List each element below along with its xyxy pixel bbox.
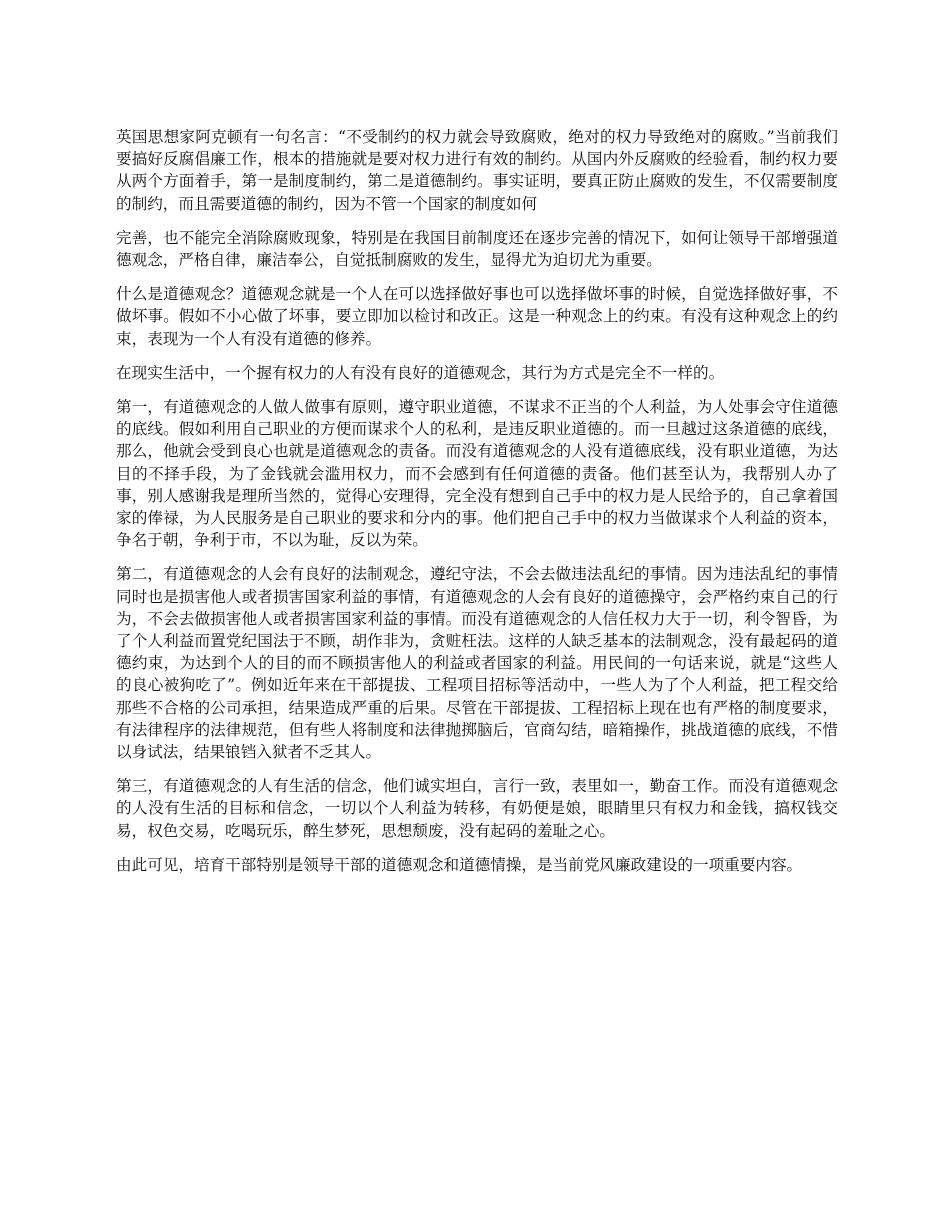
document-body — [116, 126, 838, 888]
paragraph-7: 第三，有道德观念的人有生活的信念，他们诚实坦白，言行一致，表里如一，勤奋工作。而没有道德观念的人没有生活的目标和信念，一切以个人利益为转移，有奶便是娘，眼睛里只有权力和金钱，搞权钱交易，权色交易，吃喝玩乐，醉生梦死，思想颓废，没有起码的羞耻之心。 — [116, 777, 838, 840]
paragraph-5: 第一，有道德观念的人做人做事有原则，遵守职业道德，不谋求不正当的个人利益，为人处事会守住道德的底线。假如利用自己职业的方便而谋求个人的私利，是违反职业道德的。而一旦越过这条道德的底线，那么，他就会受到良心也就是道德观念的责备。而没有道德观念的人没有道德底线，没有职业道德，为达目的不择手段，为了金钱就会滥用权力，而不会感到有任何道德的责备。他们甚至认为，我帮别人办了事，别人感谢我是理所当然的，觉得心安理得，完全没有想到自己手中的权力是人民给予的，自己拿着国家的俸禄，为人民服务是自己职业的要求和分内的事。他们把自己手中的权力当做谋求个人利益的资本，争名于朝，争利于市，不以为耻，反以为荣。 — [116, 398, 838, 550]
paragraph-4: 在现实生活中，一个握有权力的人有没有良好的道德观念，其行为方式是完全不一样的。 — [116, 363, 725, 382]
paragraph-6: 第二，有道德观念的人会有良好的法制观念，遵纪守法，不会去做违法乱纪的事情。因为违法乱纪的事情同时也是损害他人或者损害国家利益的事情，有道德观念的人会有良好的道德操守，会严格约束自己的行为，不会去做损害他人或者损害国家利益的事情。而没有道德观念的人信任权力大于一切，利令智昏，为了个人利益而置党纪国法于不顾，胡作非为，贪赃枉法。这样的人缺乏基本的法制观念，没有最起码的道德约束，为达到个人的目的而不顾损害他人的利益或者国家的利益。用民间的一句话来说，就是“这些人的良心被狗吃了”。例如近年来在干部提拔、工程项目招标等活动中，一些人为了个人利益，把工程交给那些不合格的公司承担，结果造成严重的后果。尽管在干部提拔、工程招标上现在也有严格的制度要求，有法律程序的法律规范，但有些人将制度和法律抛掷脑后，官商勾结，暗箱操作，挑战道德的底线，不惜以身试法，结果锒铛入狱者不乏其人。 — [116, 565, 838, 762]
paragraph-2: 完善，也不能完全消除腐败现象，特别是在我国目前制度还在逐步完善的情况下，如何让领导干部增强道德观念，严格自律，廉洁奉公，自觉抵制腐败的发生，显得尤为迫切尤为重要。 — [116, 228, 838, 270]
paragraph-1: 英国思想家阿克顿有一句名言：“不受制约的权力就会导致腐败，绝对的权力导致绝对的腐败。”当前我们要搞好反腐倡廉工作，根本的措施就是要对权力进行有效的制约。从国内外反腐败的经验看，制约权力要从两个方面着手，第一是制度制约，第二是道德制约。事实证明，要真正防止腐败的发生，不仅需要制度的制约，而且需要道德的制约，因为不管一个国家的制度如何 — [116, 128, 838, 213]
paragraph-8: 由此可见，培育干部特别是领导干部的道德观念和道德情操，是当前党风廉政建设的一项重要内容。 — [116, 855, 803, 874]
paragraph-3: 什么是道德观念？道德观念就是一个人在可以选择做好事也可以选择做坏事的时候，自觉选择做好事，不做坏事。假如不小心做了坏事，要立即加以检讨和改正。这是一种观念上的约束。有没有这种观念上的约束，表现为一个人有没有道德的修养。 — [116, 285, 838, 348]
